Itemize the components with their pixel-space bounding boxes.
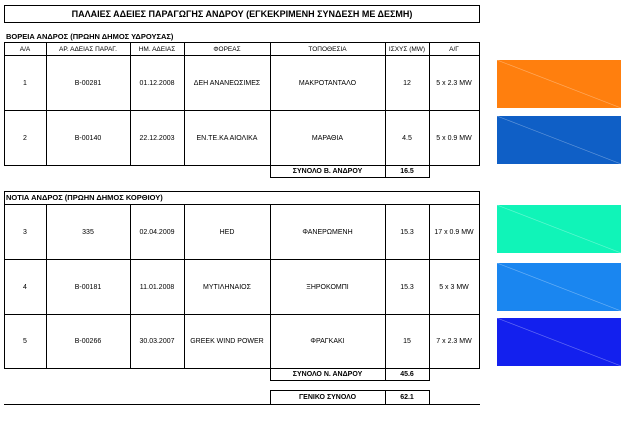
cell-power: 4.5 [402, 134, 412, 142]
column-header-operator: ΦΟΡΕΑΣ [213, 45, 241, 53]
cell-operator: ΕΝ.ΤΕ.ΚΑ ΑΙΟΛΙΚΑ [196, 134, 258, 142]
cell-location: ΞΗΡΟΚΟΜΠΙ [306, 283, 349, 291]
cell-date: 02.04.2009 [139, 228, 175, 236]
color-swatch-5 [497, 318, 621, 366]
cell-power: 15 [403, 338, 411, 345]
cell-date: 01.12.2008 [139, 79, 175, 87]
south-total-value: 45.6 [400, 371, 414, 378]
cell-location: ΜΑΡΑΘΙΑ [311, 134, 344, 142]
column-header-power: ΙΣΧΥΣ (MW) [388, 45, 426, 53]
color-swatch-1 [497, 60, 621, 108]
cell-license: B-00266 [74, 338, 102, 345]
cell-power: 15.3 [400, 283, 414, 291]
cell-license: 335 [82, 228, 94, 236]
cell-turbines: 7 x 2.3 MW [436, 338, 472, 345]
cell-aa: 1 [23, 79, 27, 87]
cell-power: 15.3 [400, 228, 414, 236]
cell-date: 22.12.2003 [139, 134, 175, 142]
column-header-aa: Α/Α [19, 45, 31, 53]
cell-aa: 5 [23, 338, 27, 345]
cell-operator: HED [219, 228, 235, 236]
south-section-label: ΝΟΤΙΑ ΑΝΔΡΟΣ (ΠΡΩΗΝ ΔΗΜΟΣ ΚΟΡΘΙΟΥ) [6, 193, 163, 202]
cell-aa: 3 [23, 228, 27, 236]
cell-turbines: 5 x 2.3 MW [436, 79, 472, 87]
cell-license: B-00181 [74, 283, 102, 291]
cell-power: 12 [403, 79, 411, 87]
column-header-turbines: Α/Γ [449, 45, 459, 53]
cell-aa: 4 [23, 283, 27, 291]
cell-turbines: 5 x 0.9 MW [436, 134, 472, 142]
cell-turbines: 5 x 3 MW [439, 283, 469, 291]
cell-operator: ΔΕΗ ΑΝΑΝΕΩΣΙΜΕΣ [193, 79, 261, 87]
north-section-label: ΒΟΡΕΙΑ ΑΝΔΡΟΣ (ΠΡΩΗΝ ΔΗΜΟΣ ΥΔΡΟΥΣΑΣ) [6, 31, 174, 41]
grand-total-label: ΓΕΝΙΚΟ ΣΥΝΟΛΟ [298, 394, 357, 401]
cell-turbines: 17 x 0.9 MW [434, 228, 474, 236]
cell-location: ΜΑΚΡΟΤΑΝΤΑΛΟ [298, 79, 357, 87]
column-header-date: ΗΜ. ΑΔΕΙΑΣ [138, 45, 176, 53]
north-total-label: ΣΥΝΟΛΟ Β. ΑΝΔΡΟΥ [292, 168, 363, 175]
cell-license: B-00281 [74, 79, 102, 87]
cell-license: B-00140 [74, 134, 102, 142]
cell-location: ΦΑΝΕΡΩΜΕΝΗ [302, 228, 353, 236]
cell-operator: GREEK WIND POWER [190, 338, 264, 345]
cell-date: 11.01.2008 [139, 283, 175, 291]
page-title: ΠΑΛΑΙΕΣ ΑΔΕΙΕΣ ΠΑΡΑΓΩΓΗΣ ΑΝΔΡΟΥ (ΕΓΚΕΚΡΙΜΕΝΗ ΣΥΝΔΕΣΗ ΜΕ ΔΕΣΜΗ) [71, 9, 413, 19]
north-total-value: 16.5 [400, 168, 414, 175]
cell-date: 30.03.2007 [139, 338, 175, 345]
column-header-location: ΤΟΠΟΘΕΣΙΑ [308, 45, 347, 53]
south-total-label: ΣΥΝΟΛΟ Ν. ΑΝΔΡΟΥ [292, 371, 363, 378]
grand-total-value: 62.1 [400, 394, 414, 401]
color-swatch-2 [497, 116, 621, 164]
cell-location: ΦΡΑΓΚΑΚΙ [310, 338, 345, 345]
cell-operator: ΜΥΤΙΛΗΝΑΙΟΣ [203, 283, 251, 291]
cell-aa: 2 [23, 134, 27, 142]
color-swatch-4 [497, 263, 621, 311]
color-swatch-3 [497, 205, 621, 253]
column-header-license: ΑΡ. ΑΔΕΙΑΣ ΠΑΡΑΓ. [59, 45, 117, 53]
